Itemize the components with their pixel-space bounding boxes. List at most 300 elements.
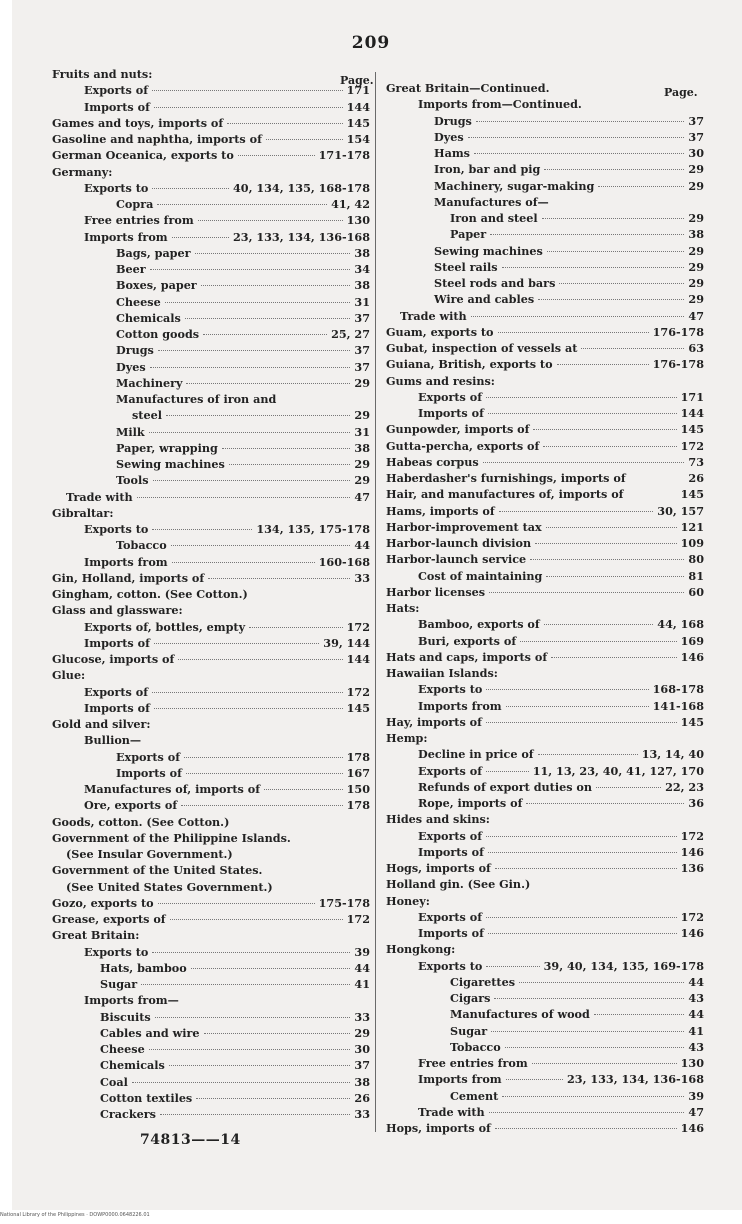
index-entry [386, 373, 704, 389]
index-entry-term: Beer [116, 262, 146, 276]
index-entry-term: Hops, imports of [386, 1121, 491, 1135]
index-entry-term: Exports to [84, 180, 149, 195]
dot-leader [222, 448, 351, 449]
index-entry [52, 456, 370, 472]
index-entry-pages: 146 [680, 844, 704, 859]
index-entry-term: Hemp: [386, 731, 428, 745]
index-entry [386, 503, 704, 519]
index-entry-term: Bullion— [84, 733, 142, 748]
index-entry-term: Biscuits [100, 1009, 151, 1024]
index-entry [52, 99, 370, 115]
index-entry-pages: 144 [346, 99, 370, 114]
index-entry-term: Harbor-launch service [386, 552, 527, 567]
dot-leader [154, 107, 343, 108]
index-entry-term: Manufactures of, imports of [84, 782, 261, 796]
index-entry [52, 505, 370, 521]
index-entry [52, 619, 370, 635]
index-entry-term: Exports to [84, 944, 149, 959]
index-entry-term: Exports of [418, 909, 483, 924]
index-entry-term: Gums and resins: [386, 373, 495, 388]
index-entry [386, 535, 704, 551]
index-entry [386, 616, 704, 632]
index-entry-term: Free entries from [84, 213, 194, 228]
index-entry-term: Cost of maintaining [418, 568, 543, 583]
dot-leader [474, 153, 684, 154]
index-entry-term: Exports of [418, 828, 483, 843]
index-entry [386, 486, 704, 502]
index-entry-term: Free entries from [418, 1056, 528, 1070]
index-entry [386, 308, 704, 324]
index-entry [386, 958, 704, 974]
dot-leader [526, 803, 684, 804]
index-entry-pages: 167 [346, 765, 370, 780]
index-entry [386, 291, 704, 307]
index-entry [386, 974, 704, 990]
index-entry [386, 941, 704, 957]
index-entry [52, 554, 370, 570]
dot-leader [598, 186, 684, 187]
index-entry-term: Cheese [100, 1042, 145, 1056]
index-entry-term: Gutta-percha, exports of [386, 438, 540, 453]
index-entry [52, 310, 370, 326]
index-entry-pages: 29 [354, 408, 370, 423]
index-entry [52, 1090, 370, 1106]
index-entry-pages: 30, 157 [657, 503, 704, 518]
index-entry-term: Guiana, British, exports to [386, 357, 553, 372]
index-entry-pages: 29 [688, 178, 704, 193]
index-entry-pages: 33 [354, 1009, 370, 1024]
index-entry-pages: 33 [354, 1107, 370, 1121]
index-entry-pages: 37 [688, 113, 704, 128]
dot-leader [198, 220, 343, 221]
index-entry-term: Cheese [116, 294, 161, 309]
dot-leader [170, 919, 343, 920]
index-entry-term: Cotton goods [116, 327, 200, 341]
dot-leader [141, 984, 350, 985]
index-entry [52, 424, 370, 440]
index-entry-term: Imports from—Continued. [418, 97, 582, 112]
index-entry [52, 66, 370, 82]
index-entry-term: Cotton textiles [100, 1090, 193, 1105]
index-entry-pages: 134, 135, 175-178 [256, 522, 370, 536]
index-entry-term: Imports from [418, 1072, 502, 1087]
dot-leader [264, 789, 343, 790]
index-entry-term: Imports from— [84, 993, 179, 1008]
index-entry [52, 830, 370, 846]
dot-leader [171, 545, 351, 546]
index-entry [386, 795, 704, 811]
index-entry-pages: 172 [680, 828, 704, 843]
index-entry-pages: 23, 133, 134, 136-168 [233, 229, 370, 244]
index-entry-term: Tobacco [450, 1039, 501, 1054]
dot-leader [533, 429, 676, 430]
index-entry [52, 342, 370, 358]
dot-leader [178, 659, 342, 660]
index-entry [386, 649, 704, 665]
index-entry-term: Great Britain—Continued. [386, 81, 550, 95]
index-entry [52, 245, 370, 261]
dot-leader [546, 576, 684, 577]
index-entry [52, 277, 370, 293]
index-entry-term: Refunds of export duties on [418, 779, 592, 794]
index-entry-pages: 172 [680, 909, 704, 924]
index-entry-term: Hats, bamboo [100, 960, 187, 975]
index-entry-term: Imports of [418, 844, 484, 859]
dot-leader [494, 998, 684, 999]
index-entry [52, 570, 370, 586]
index-entry [52, 196, 370, 212]
index-entry-pages: 168-178 [652, 682, 704, 697]
index-entry [52, 911, 370, 927]
index-entry [386, 746, 704, 762]
dot-leader [489, 592, 684, 593]
index-entry [52, 700, 370, 716]
index-entry-term: Manufactures of— [434, 194, 549, 209]
index-entry [52, 814, 370, 830]
index-entry-term: Sugar [450, 1023, 488, 1038]
index-entry-term: Coal [100, 1074, 128, 1089]
index-entry-term: Trade with [418, 1104, 485, 1119]
index-entry-term: Sugar [100, 977, 138, 991]
dot-leader [155, 1017, 351, 1018]
index-entry-pages: 38 [354, 440, 370, 455]
index-entry-term: Germany: [52, 164, 113, 179]
credit-line: National Library of the Philippines · DOWP0000.0648226.01 [0, 1212, 150, 1218]
dot-leader [476, 121, 685, 122]
index-entry [386, 340, 704, 356]
index-entry-pages: 171 [346, 83, 370, 98]
index-entry [52, 537, 370, 553]
index-entry-term: Ore, exports of [84, 798, 178, 813]
index-entry-pages: 41, 42 [331, 197, 370, 211]
index-entry [52, 992, 370, 1008]
index-entry-term: Harbor-launch division [386, 536, 532, 550]
index-entry-pages: 144 [346, 652, 370, 666]
index-entry-pages: 81 [688, 568, 704, 583]
index-entry-term: Hair, and manufactures of, imports of [386, 487, 624, 502]
index-entry [386, 1055, 704, 1071]
index-entry-pages: 30 [688, 146, 704, 160]
index-entry-pages: 44 [688, 1007, 704, 1022]
index-entry-pages: 39 [688, 1088, 704, 1103]
dot-leader [551, 657, 676, 658]
index-entry-term: Bamboo, exports of [418, 617, 540, 632]
index-entry [386, 633, 704, 649]
dot-leader [547, 251, 685, 252]
index-entry-term: Exports of, bottles, empty [84, 619, 246, 634]
index-entry [386, 990, 704, 1006]
index-entry-term: Steel rails [434, 259, 498, 274]
index-entry-pages: 29 [688, 276, 704, 290]
index-entry-term: Hogs, imports of [386, 861, 491, 875]
index-entry [52, 164, 370, 180]
index-entry-term: Manufactures of iron and [116, 392, 277, 406]
index-entry-term: Hides and skins: [386, 812, 490, 827]
index-entry-term: Hams [434, 146, 470, 160]
dot-leader [153, 480, 351, 481]
index-entry [52, 489, 370, 505]
index-entry-pages: 39 [354, 944, 370, 959]
dot-leader [544, 624, 654, 625]
index-entry-term: Iron, bar and pig [434, 162, 541, 177]
index-entry [52, 716, 370, 732]
dot-leader [471, 316, 685, 317]
index-entry-term: Iron and steel [450, 211, 538, 225]
index-entry [386, 129, 704, 145]
index-entry-term: Honey: [386, 893, 430, 908]
index-entry-pages: 31 [354, 294, 370, 309]
index-entry-term: Dyes [434, 129, 464, 144]
index-entry [52, 1025, 370, 1041]
right-index-column [386, 80, 704, 1136]
dot-leader [491, 1031, 684, 1032]
index-entry-pages: 38 [354, 245, 370, 260]
index-entry [52, 1041, 370, 1057]
index-entry-pages: 44 [354, 960, 370, 975]
index-entry [52, 684, 370, 700]
index-entry-term: Chemicals [100, 1058, 165, 1073]
index-entry [386, 405, 704, 421]
index-entry-pages: 145 [680, 487, 704, 502]
index-entry [52, 180, 370, 196]
index-entry-term: Fruits and nuts: [52, 67, 153, 81]
index-entry-term: Dyes [116, 359, 146, 374]
dot-leader [160, 1114, 351, 1115]
index-entry [52, 375, 370, 391]
index-entry-pages: 172 [346, 619, 370, 634]
index-entry-pages: 39, 144 [323, 635, 370, 650]
index-entry-pages: 44, 168 [657, 617, 704, 632]
index-entry-term: Imports of [418, 926, 484, 940]
index-entry-pages: 141-168 [652, 698, 704, 713]
index-entry [52, 960, 370, 976]
left-index-column [52, 66, 370, 1122]
index-entry-term: Tobacco [116, 538, 167, 553]
index-entry [386, 275, 704, 291]
dot-leader [195, 253, 351, 254]
dot-leader [132, 1082, 351, 1083]
index-entry-term: Trade with [400, 308, 467, 323]
dot-leader [185, 318, 351, 319]
column-divider [375, 72, 376, 1132]
dot-leader [488, 413, 677, 414]
index-entry-term: Government of the Philippine Islands. [52, 830, 291, 845]
index-entry-pages: 26 [354, 1090, 370, 1105]
index-entry [386, 438, 704, 454]
index-entry [386, 763, 704, 779]
index-entry-pages: 146 [680, 926, 704, 940]
index-entry-term: Gubat, inspection of vessels at [386, 341, 578, 355]
index-entry [52, 229, 370, 245]
index-entry-pages: 178 [346, 798, 370, 813]
index-entry [52, 1009, 370, 1025]
index-entry [386, 161, 704, 177]
dot-leader [150, 269, 351, 270]
dot-leader [486, 917, 677, 918]
dot-leader [490, 234, 684, 235]
dot-leader [181, 805, 342, 806]
index-entry-term: Imports of [84, 700, 150, 715]
index-entry-pages: 130 [346, 213, 370, 228]
index-entry-term: Government of the United States. [52, 863, 263, 878]
index-entry-pages: 33 [354, 570, 370, 585]
index-entry [52, 732, 370, 748]
index-entry [386, 178, 704, 194]
index-entry-pages: 13, 14, 40 [641, 747, 704, 762]
index-entry [52, 895, 370, 911]
index-entry [52, 326, 370, 342]
index-entry-term: Milk [116, 424, 145, 439]
index-entry [52, 359, 370, 375]
dot-leader [191, 968, 351, 969]
dot-leader [157, 204, 327, 205]
index-entry-pages: 30 [354, 1042, 370, 1056]
index-entry-term: (See United States Government.) [66, 879, 273, 894]
index-entry [386, 860, 704, 876]
index-entry-term: Copra [116, 197, 154, 211]
index-entry-pages: 29 [354, 457, 370, 471]
index-entry-pages: 41 [354, 977, 370, 991]
index-entry-pages: 37 [354, 359, 370, 374]
index-entry [386, 551, 704, 567]
dot-leader [152, 529, 252, 530]
index-entry-term: Sewing machines [116, 457, 225, 471]
index-entry-term: Great Britain: [52, 928, 140, 943]
index-entry [52, 1106, 370, 1122]
index-entry-term: Paper [450, 227, 487, 242]
index-entry-pages: 37 [354, 310, 370, 325]
index-entry-term: Gunpowder, imports of [386, 422, 530, 437]
dot-leader [520, 641, 677, 642]
dot-leader [149, 1049, 351, 1050]
index-entry [386, 243, 704, 259]
index-entry-term: Crackers [100, 1107, 156, 1121]
index-entry-pages: 146 [680, 1121, 704, 1135]
index-entry [386, 698, 704, 714]
index-entry-term: (See Insular Government.) [66, 847, 233, 861]
index-entry-pages: 154 [346, 132, 370, 146]
dot-leader [486, 722, 677, 723]
index-entry-term: Imports from [84, 554, 168, 569]
index-entry-term: Gozo, exports to [52, 895, 154, 910]
index-entry-pages: 44 [354, 538, 370, 553]
index-entry-pages: 43 [688, 991, 704, 1005]
dot-leader [154, 643, 319, 644]
index-entry-pages: 43 [688, 1039, 704, 1054]
dot-leader [468, 137, 685, 138]
index-entry-term: Exports to [418, 958, 483, 973]
index-entry-term: Paper, wrapping [116, 440, 218, 455]
index-entry-pages: 29 [688, 211, 704, 225]
index-entry [52, 781, 370, 797]
index-entry [52, 472, 370, 488]
left-page-column-label: Page. [340, 74, 374, 87]
dot-leader [538, 299, 684, 300]
index-entry-pages: 172 [680, 438, 704, 453]
index-entry-term: Drugs [434, 113, 472, 128]
dot-leader [596, 787, 661, 788]
index-entry [386, 389, 704, 405]
index-entry-pages: 171 [680, 389, 704, 404]
index-entry-pages: 29 [688, 259, 704, 274]
index-entry [386, 876, 704, 892]
index-entry [52, 586, 370, 602]
index-entry-term: Buri, exports of [418, 633, 517, 648]
index-entry [386, 1071, 704, 1087]
index-entry-pages: 136 [680, 861, 704, 875]
index-entry-pages: 176-178 [652, 357, 704, 372]
index-entry-term: Habeas corpus [386, 454, 479, 469]
index-entry [386, 600, 704, 616]
index-entry [386, 893, 704, 909]
dot-leader [519, 982, 684, 983]
dot-leader [581, 348, 684, 349]
index-entry [386, 454, 704, 470]
index-entry [52, 261, 370, 277]
index-entry-pages: 47 [688, 1104, 704, 1119]
index-entry-term: Harbor-improvement tax [386, 519, 542, 534]
dot-leader [502, 1096, 684, 1097]
index-entry [52, 1074, 370, 1090]
index-entry-pages: 73 [688, 454, 704, 469]
index-entry-pages: 150 [346, 782, 370, 796]
index-entry [386, 1023, 704, 1039]
dot-leader [495, 1128, 677, 1129]
dot-leader [559, 283, 684, 284]
index-entry-pages: 145 [346, 700, 370, 715]
index-entry-term: Boxes, paper [116, 278, 197, 293]
dot-leader [502, 267, 685, 268]
dot-leader [483, 462, 685, 463]
dot-leader [172, 562, 315, 563]
dot-leader [543, 446, 676, 447]
index-entry [52, 976, 370, 992]
dot-leader [535, 543, 677, 544]
index-entry [386, 828, 704, 844]
index-entry-pages: 29 [354, 1025, 370, 1040]
index-entry [386, 519, 704, 535]
index-entry [386, 324, 704, 340]
index-entry-term: Exports to [84, 522, 149, 536]
dot-leader [152, 952, 350, 953]
index-entry-term: Holland gin. (See Gin.) [386, 877, 531, 892]
index-entry-term: Haberdasher's furnishings, imports of [386, 471, 626, 485]
index-entry [386, 80, 704, 96]
dot-leader [201, 285, 351, 286]
index-entry-pages: 44 [688, 974, 704, 989]
dot-leader [499, 511, 654, 512]
index-entry-term: Hats: [386, 601, 420, 615]
index-entry-term: Gingham, cotton. (See Cotton.) [52, 587, 248, 601]
dot-leader [557, 364, 649, 365]
index-entry-term: Bags, paper [116, 245, 191, 260]
index-entry [386, 210, 704, 226]
dot-leader [158, 350, 351, 351]
index-entry-pages: 39, 40, 134, 135, 169-178 [543, 958, 704, 973]
index-entry-term: Hay, imports of [386, 714, 482, 729]
index-entry [386, 259, 704, 275]
dot-leader [249, 627, 343, 628]
dot-leader [196, 1098, 350, 1099]
dot-leader [486, 836, 677, 837]
index-entry-term: Steel rods and bars [434, 276, 556, 290]
index-entry-term: Hawaiian Islands: [386, 666, 498, 680]
index-entry-term: Grease, exports of [52, 912, 166, 926]
index-entry-pages: 144 [680, 406, 704, 420]
index-entry [52, 879, 370, 895]
dot-leader [498, 332, 649, 333]
index-entry-pages: 178 [346, 749, 370, 764]
